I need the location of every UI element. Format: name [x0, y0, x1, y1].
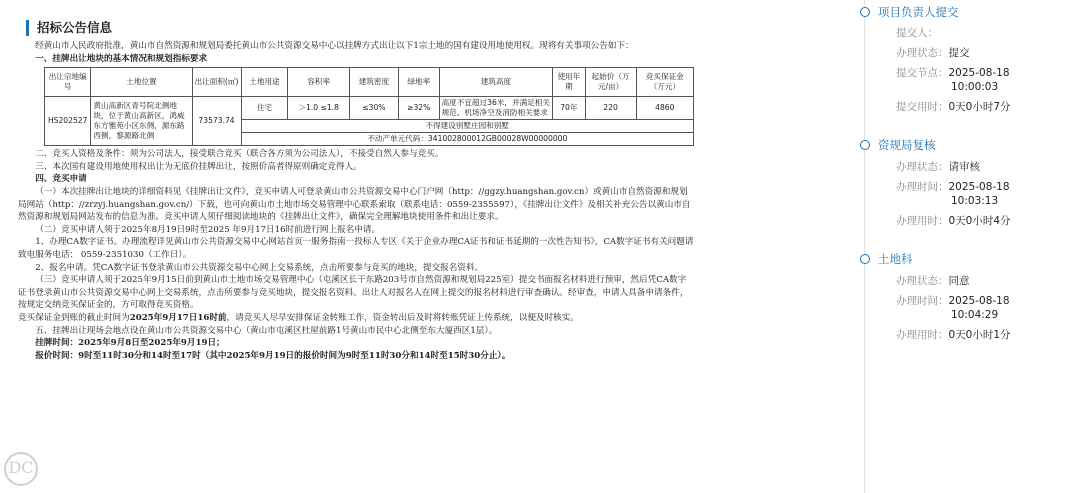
paragraph: 五、挂牌出让现场会地点设在黄山市公共资源交易中心（黄山市屯溪区杜屋前路1号黄山市民中心北侧至东大厦西区1层）。 [35, 325, 498, 336]
col-header: 使用年期 [553, 68, 585, 97]
field-value: 2025-08-18 [948, 295, 1010, 307]
field-value: 0天0小时4分 [948, 215, 1011, 227]
field-value-time: 10:03:13 [951, 195, 999, 207]
col-header: 土地位置 [91, 68, 192, 97]
field-row [896, 294, 1010, 308]
stage-title: 资规局复核 [878, 138, 936, 152]
timeline-dot-icon [860, 254, 870, 264]
field-value: 2025-08-18 [948, 67, 1010, 79]
paragraph: （三）竞买申请人须于2025年9月15日前到黄山市土地市场交易管理中心（屯溪区长干东路203号市自然资源和规划局225室）提交书面报名材料进行预审，然后凭CA数字证书登录黄山市公共资源交易中心网上交易系统，点击所要参与竞买地块，提交报名资料。出让人对报名人在网上提交的报名材料进行审查确认。经审查，申请人具备申请条件，按规定交纳竞买保证金的，方可取得竞买资格。 [18, 275, 689, 311]
section-3: 三、本次国有建设用地使用权出让为无底价挂牌出让，按照价高者得原则确定竞得人。 [35, 161, 362, 172]
field-row [896, 160, 980, 174]
field-row [896, 274, 970, 288]
col-header: 绿地率 [398, 68, 439, 97]
cell-location: 黄山高新区青号院北侧地块，位于黄山高新区，鸿威东方雅苑小区东侧，源东路西侧，黎源路北侧 [91, 97, 192, 146]
field-value-time: 10:04:29 [951, 309, 999, 321]
col-header: 容积率 [288, 68, 350, 97]
notice-intro: 经黄山市人民政府批准，黄山市自然资源和规划局委托黄山市公共资源交易中心以挂牌方式出让以下1宗土地的国有建设用地使用权。现将有关事项公告如下： [35, 41, 634, 51]
cell-area: 73573.74 [192, 97, 241, 146]
table-row [45, 97, 694, 120]
section-2: 二、竞买人资格及条件：须为公司法人，接受联合竞买（联合各方须为公司法人），不接受自然人参与竞买。 [35, 149, 444, 160]
cell-far: ＞1.0 ≤1.8 [288, 97, 350, 120]
col-header: 建筑密度 [349, 68, 398, 97]
section-4-heading: 四、竞买申请 [35, 174, 87, 185]
field-key: 提交用时： [896, 101, 949, 113]
text: 竞买保证金到账的截止时间为 [18, 312, 130, 323]
field-key: 提交人： [896, 27, 938, 39]
field-row [896, 26, 938, 40]
col-header: 起始价（万元/亩） [585, 68, 636, 97]
stage-title: 土地科 [878, 252, 913, 266]
field-row [896, 214, 1011, 228]
field-key: 办理时间： [896, 181, 949, 193]
field-key: 提交节点： [896, 67, 949, 79]
paragraph: 1、办理CA数字证书。办理流程详见黄山市公共资源交易中心网站首页一服务指南一投标人专区《关于企业办理CA证书和证书延期的一次性告知书》，CA数字证书有关问题请致电服务电话： 0559-2351030（工作日）。 [18, 237, 694, 260]
field-value: 0天0小时7分 [948, 101, 1011, 113]
cell-density: ≤30% [349, 97, 398, 120]
cell-deposit: 4860 [636, 97, 693, 120]
field-key: 办理状态： [896, 275, 949, 287]
field-value: 请审核 [948, 161, 980, 173]
cell-note: 不得建设别墅庄园和别墅 [241, 120, 693, 133]
listing-time: 挂牌时间：2025年9月8日至2025年9月19日； [35, 338, 225, 349]
land-table [44, 67, 694, 146]
field-key: 办理状态： [896, 47, 949, 59]
timeline-dot-icon [860, 140, 870, 150]
field-value: 0天0小时1分 [948, 329, 1011, 341]
field-value: 2025-08-18 [948, 181, 1010, 193]
cell-price: 220 [585, 97, 636, 120]
field-row [896, 66, 1010, 80]
cell-note: 不动产单元代码：341002800012GB00028W00000000 [241, 133, 693, 146]
cell-term: 70年 [553, 97, 585, 120]
field-row [896, 100, 1011, 114]
field-key: 办理用时： [896, 215, 949, 227]
field-value: 同意 [948, 275, 970, 287]
field-row [896, 46, 970, 60]
cell-parcel-id: HS202527 [45, 97, 91, 146]
field-row [896, 328, 1011, 342]
field-key: 办理时间： [896, 295, 949, 307]
bid-time: 报价时间：9时至11时30分和14时至17时（其中2025年9月19日的报价时间为9时至11时30分和14时至15时30分止）。 [35, 350, 511, 361]
text: ，请竞买人尽早安排保证金转账工作，资金转出后及时将转账凭证上传系统，以便及时核实。 [226, 312, 579, 323]
land-table-header [45, 68, 694, 97]
timeline-dot-icon [860, 7, 870, 17]
col-header: 土地用途 [241, 68, 288, 97]
col-header: 出让面积(㎡) [192, 68, 241, 97]
field-row [896, 180, 1010, 194]
paragraph: （二）竞买申请人须于2025年8月19日9时至2025 年9月17日16时前进行网上报名申请。 [35, 224, 381, 235]
field-key: 办理用时： [896, 329, 949, 341]
deadline: 2025年9月17日16时前 [129, 312, 227, 323]
cell-height: 高度不宜超过36米，并满足相关规范、机场净空及消防相关要求 [439, 97, 553, 120]
notice-title: 招标公告信息 [26, 20, 112, 36]
cell-green: ≥32% [398, 97, 439, 120]
paragraph: 2、报名申请。凭CA数字证书登录黄山市公共资源交易中心网上交易系统，点击所要参与竞买的地块，提交报名资料。 [35, 262, 484, 273]
paragraph: （一）本次挂牌出让地块的详细资料见《挂牌出让文件》，竞买申请人可登录黄山市公共资源交易中心门户网（http：//ggzy.huangshan.gov.cn）或黄山市自然资源和规划局网站（http：//zrzyj.huangshan.gov.cn/）下载，也可向黄山市土地市场交易管理中心联系索取（联系电话：0559-2355597），《挂牌出让文件》及相关补充公告以黄山市自然资源和规划局网站发布的信息为准。竞买申请人须仔细阅读地块的《挂牌出让文件》，确保完全理解地块使用条件和出让要求。 [18, 186, 691, 223]
col-header: 竞买保证金（万元） [636, 68, 693, 97]
notice-body [18, 40, 694, 362]
cell-use: 住宅 [241, 97, 288, 120]
field-key: 办理状态： [896, 161, 949, 173]
stage-title: 项目负责人提交 [878, 5, 959, 19]
field-value-time: 10:00:03 [951, 81, 999, 93]
paragraph [18, 312, 694, 325]
watermark-logo: DC [4, 452, 38, 486]
timeline-line [864, 0, 865, 493]
col-header: 建筑高度 [439, 68, 553, 97]
field-value: 提交 [948, 47, 970, 59]
col-header: 出让宗地编号 [45, 68, 91, 97]
section-1-heading: 一、挂牌出让地块的基本情况和规划指标要求 [35, 53, 208, 64]
